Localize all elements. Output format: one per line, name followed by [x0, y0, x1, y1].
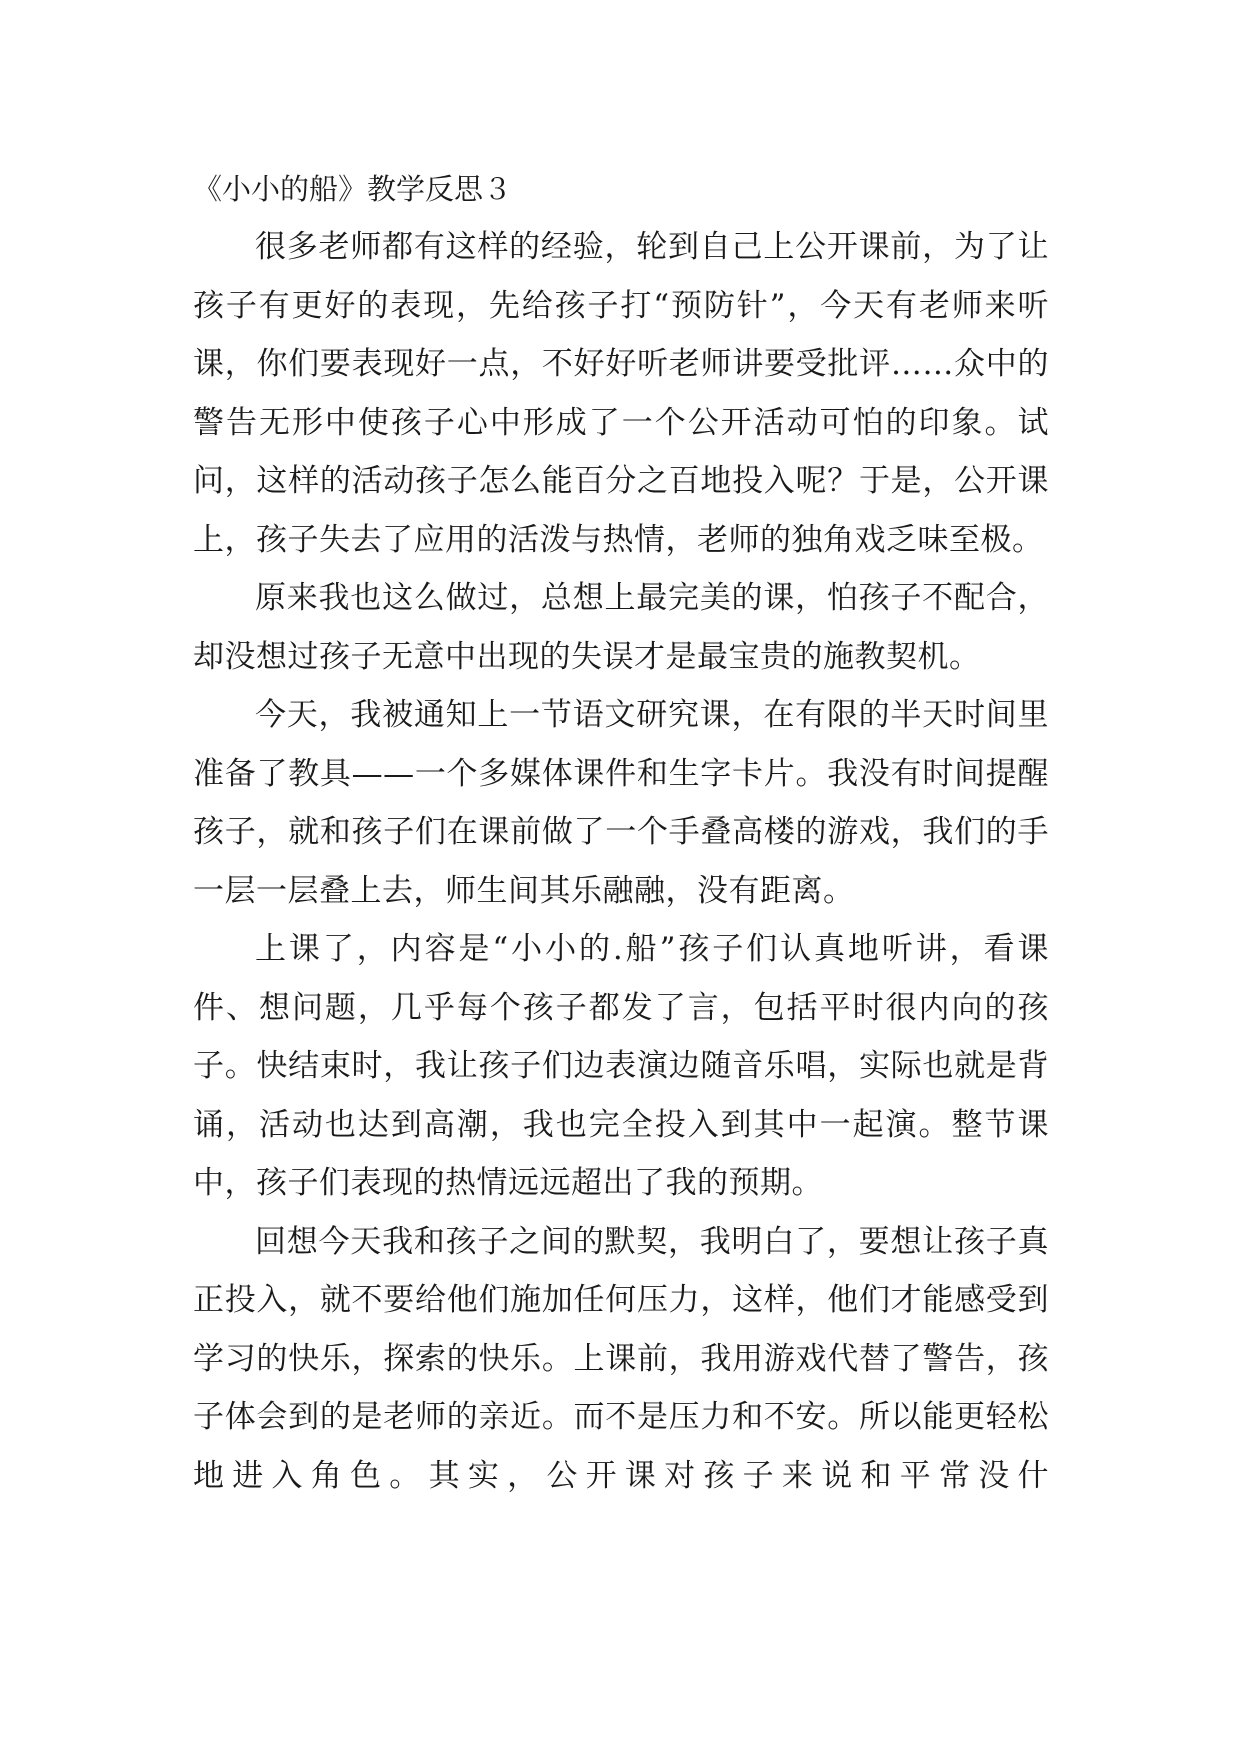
paragraph-2: 原来我也这么做过，总想上最完美的课，怕孩子不配合，却没想过孩子无意中出现的失误才是最宝贵的施教契机。 [193, 580, 1049, 675]
document-page [193, 160, 1049, 1505]
paragraph-5: 回想今天我和孩子之间的默契，我明白了，要想让孩子真正投入，就不要给他们施加任何压力，这样，他们才能感受到学习的快乐，探索的快乐。上课前，我用游戏代替了警告，孩子体会到的是老师的亲近。而不是压力和不安。所以能更轻松地进入角色。其实，公开课对孩子来说和平常没什 [193, 1223, 1049, 1494]
document-title: 《小小的船》教学反思３ [193, 172, 513, 206]
paragraph-3: 今天，我被通知上一节语文研究课，在有限的半天时间里准备了教具——一个多媒体课件和生字卡片。我没有时间提醒孩子，就和孩子们在课前做了一个手叠高楼的游戏，我们的手一层一层叠上去，师生间其乐融融，没有距离。 [193, 697, 1049, 909]
paragraph-1: 很多老师都有这样的经验，轮到自己上公开课前，为了让孩子有更好的表现，先给孩子打“预防针”，今天有老师来听课，你们要表现好一点，不好好听老师讲要受批评……众中的警告无形中使孩子心中形成了一个公开活动可怕的印象。试问，这样的活动孩子怎么能百分之百地投入呢？于是，公开课上，孩子失去了应用的活泼与热情，老师的独角戏乏味至极。 [193, 229, 1049, 558]
paragraph-4: 上课了，内容是“小小的.船”孩子们认真地听讲，看课件、想问题，几乎每个孩子都发了言，包括平时很内向的孩子。快结束时，我让孩子们边表演边随音乐唱，实际也就是背诵，活动也达到高潮，我也完全投入到其中一起演。整节课中，孩子们表现的热情远远超出了我的预期。 [193, 931, 1049, 1201]
